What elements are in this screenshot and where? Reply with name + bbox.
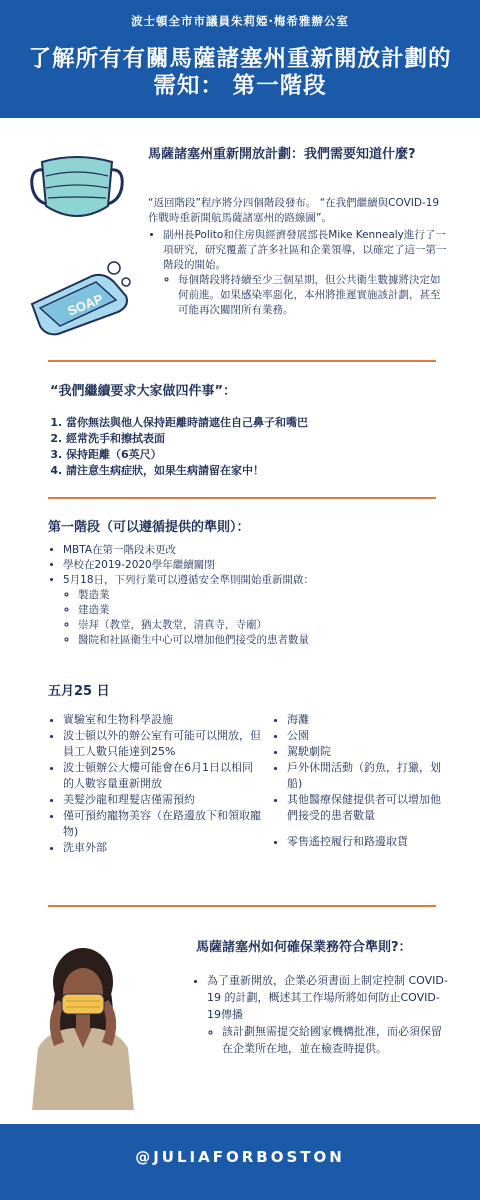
may25-left-list <box>48 712 262 856</box>
section1-sub-bullet: ◦ 每個階段將持續至少三個星期，但公共衛生數據將決定如何前進。如果感染率惡化，本州將推遲實施該計劃，甚至可能再次關閉所有業務。 <box>178 273 448 318</box>
section1-bullet: • 副州長Polito和住房與經濟發展部長Mike Kennealy進行了一項研究，研究覆蓋了許多社區和企業領導，以確定了這一第一階段的開始。 <box>163 228 448 273</box>
section5-list <box>192 972 448 1057</box>
section4-heading: 五月25 日 <box>48 684 110 699</box>
page-title: 了解所有有關馬薩諸塞州重新開放計劃的需知： 第一階段 <box>28 46 452 99</box>
footer-banner <box>0 1124 480 1200</box>
list-item: • MBTA在第一階段未更改 <box>63 543 448 558</box>
list-item: • 公園 <box>287 728 442 744</box>
list-item: • 僅可預約寵物美容（在路邊放下和領取寵物) <box>63 808 262 840</box>
list-item: ◦ 醫院和社區衛生中心可以增加他們接受的患者數量 <box>78 633 448 648</box>
section1-heading: 馬薩諸塞州重新開放計劃：我們需要知道什麼? <box>148 147 416 162</box>
list-item: • 實驗室和生物科學設施 <box>63 712 262 728</box>
four-things-list <box>50 415 440 479</box>
divider <box>48 360 436 362</box>
list-item: 3. 保持距離（6英尺） <box>66 447 440 463</box>
list-item: • 零售遙控履行和路邊取貨 <box>287 834 442 850</box>
section5-sub-bullet: ◦ 該計劃無需提交給國家機構批准，而必須保留在企業所在地，並在檢查時提供。 <box>222 1023 448 1057</box>
list-item: 2. 經常洗手和擦拭表面 <box>66 431 440 447</box>
list-item: ◦ 建造業 <box>78 603 448 618</box>
masked-person-icon <box>18 938 148 1114</box>
section5-heading: 馬薩諸塞州如何確保業務符合準則?： <box>196 940 412 955</box>
face-mask-icon <box>22 148 132 232</box>
list-item: • 美髮沙龍和理髮店僅需預約 <box>63 792 262 808</box>
list-item: • 波士頓辦公大樓可能會在6月1日以相同的人數容量重新開放 <box>63 760 262 792</box>
section3-heading: 第一階段（可以遵循提供的準則）： <box>48 520 250 535</box>
list-item: 4. 請注意生病症狀，如果生病請留在家中！ <box>66 463 440 479</box>
list-item: • 戶外休閒活動（釣魚，打獵，划船) <box>287 760 442 792</box>
divider <box>48 497 436 499</box>
office-name: 波士頓全市市議員朱莉婭·梅希雅辦公室 <box>131 14 349 28</box>
list-item: • 5月18日，下列行業可以遵循安全準則開始重新開啟： <box>63 573 448 588</box>
may25-right-list <box>272 712 442 850</box>
list-item: • 波士頓以外的辦公室有可能可以開放，但員工人數只能達到25% <box>63 728 262 760</box>
list-item: • 學校在2019-2020學年繼續關閉 <box>63 558 448 573</box>
svg-text:SOAP: SOAP <box>65 290 106 319</box>
header-banner <box>0 0 480 118</box>
social-handle: @JULIAFORBOSTON <box>135 1148 345 1166</box>
section2-heading: “我們繼續要求大家做四件事”： <box>50 384 237 399</box>
list-item: • 其他醫療保健提供者可以增加他們接受的患者數量 <box>287 792 442 824</box>
section5-bullet: • 為了重新開放，企業必須書面上制定控制 COVID-19 的計劃，概述其工作場所將如何防止COVID-19傳播 <box>207 972 448 1023</box>
list-item: • 海灘 <box>287 712 442 728</box>
list-item: ◦ 崇拜（教堂，猶太教堂，清真寺，寺廟） <box>78 618 448 633</box>
list-item: • 洗車外部 <box>63 840 262 856</box>
divider <box>48 905 436 907</box>
list-item: • 駕駛劇院 <box>287 744 442 760</box>
phase1-list <box>48 543 448 648</box>
section1-intro: “返回階段”程序將分四個階段發布。 “在我們繼續與COVID-19作戰時重新開航馬薩諸塞州的路線圖”。 <box>148 197 440 224</box>
section1-list <box>148 228 448 318</box>
list-item: ◦ 製造業 <box>78 588 448 603</box>
soap-bar-icon <box>22 256 142 340</box>
list-item: 1. 當你無法與他人保持距離時請遮住自己鼻子和嘴巴 <box>66 415 440 431</box>
